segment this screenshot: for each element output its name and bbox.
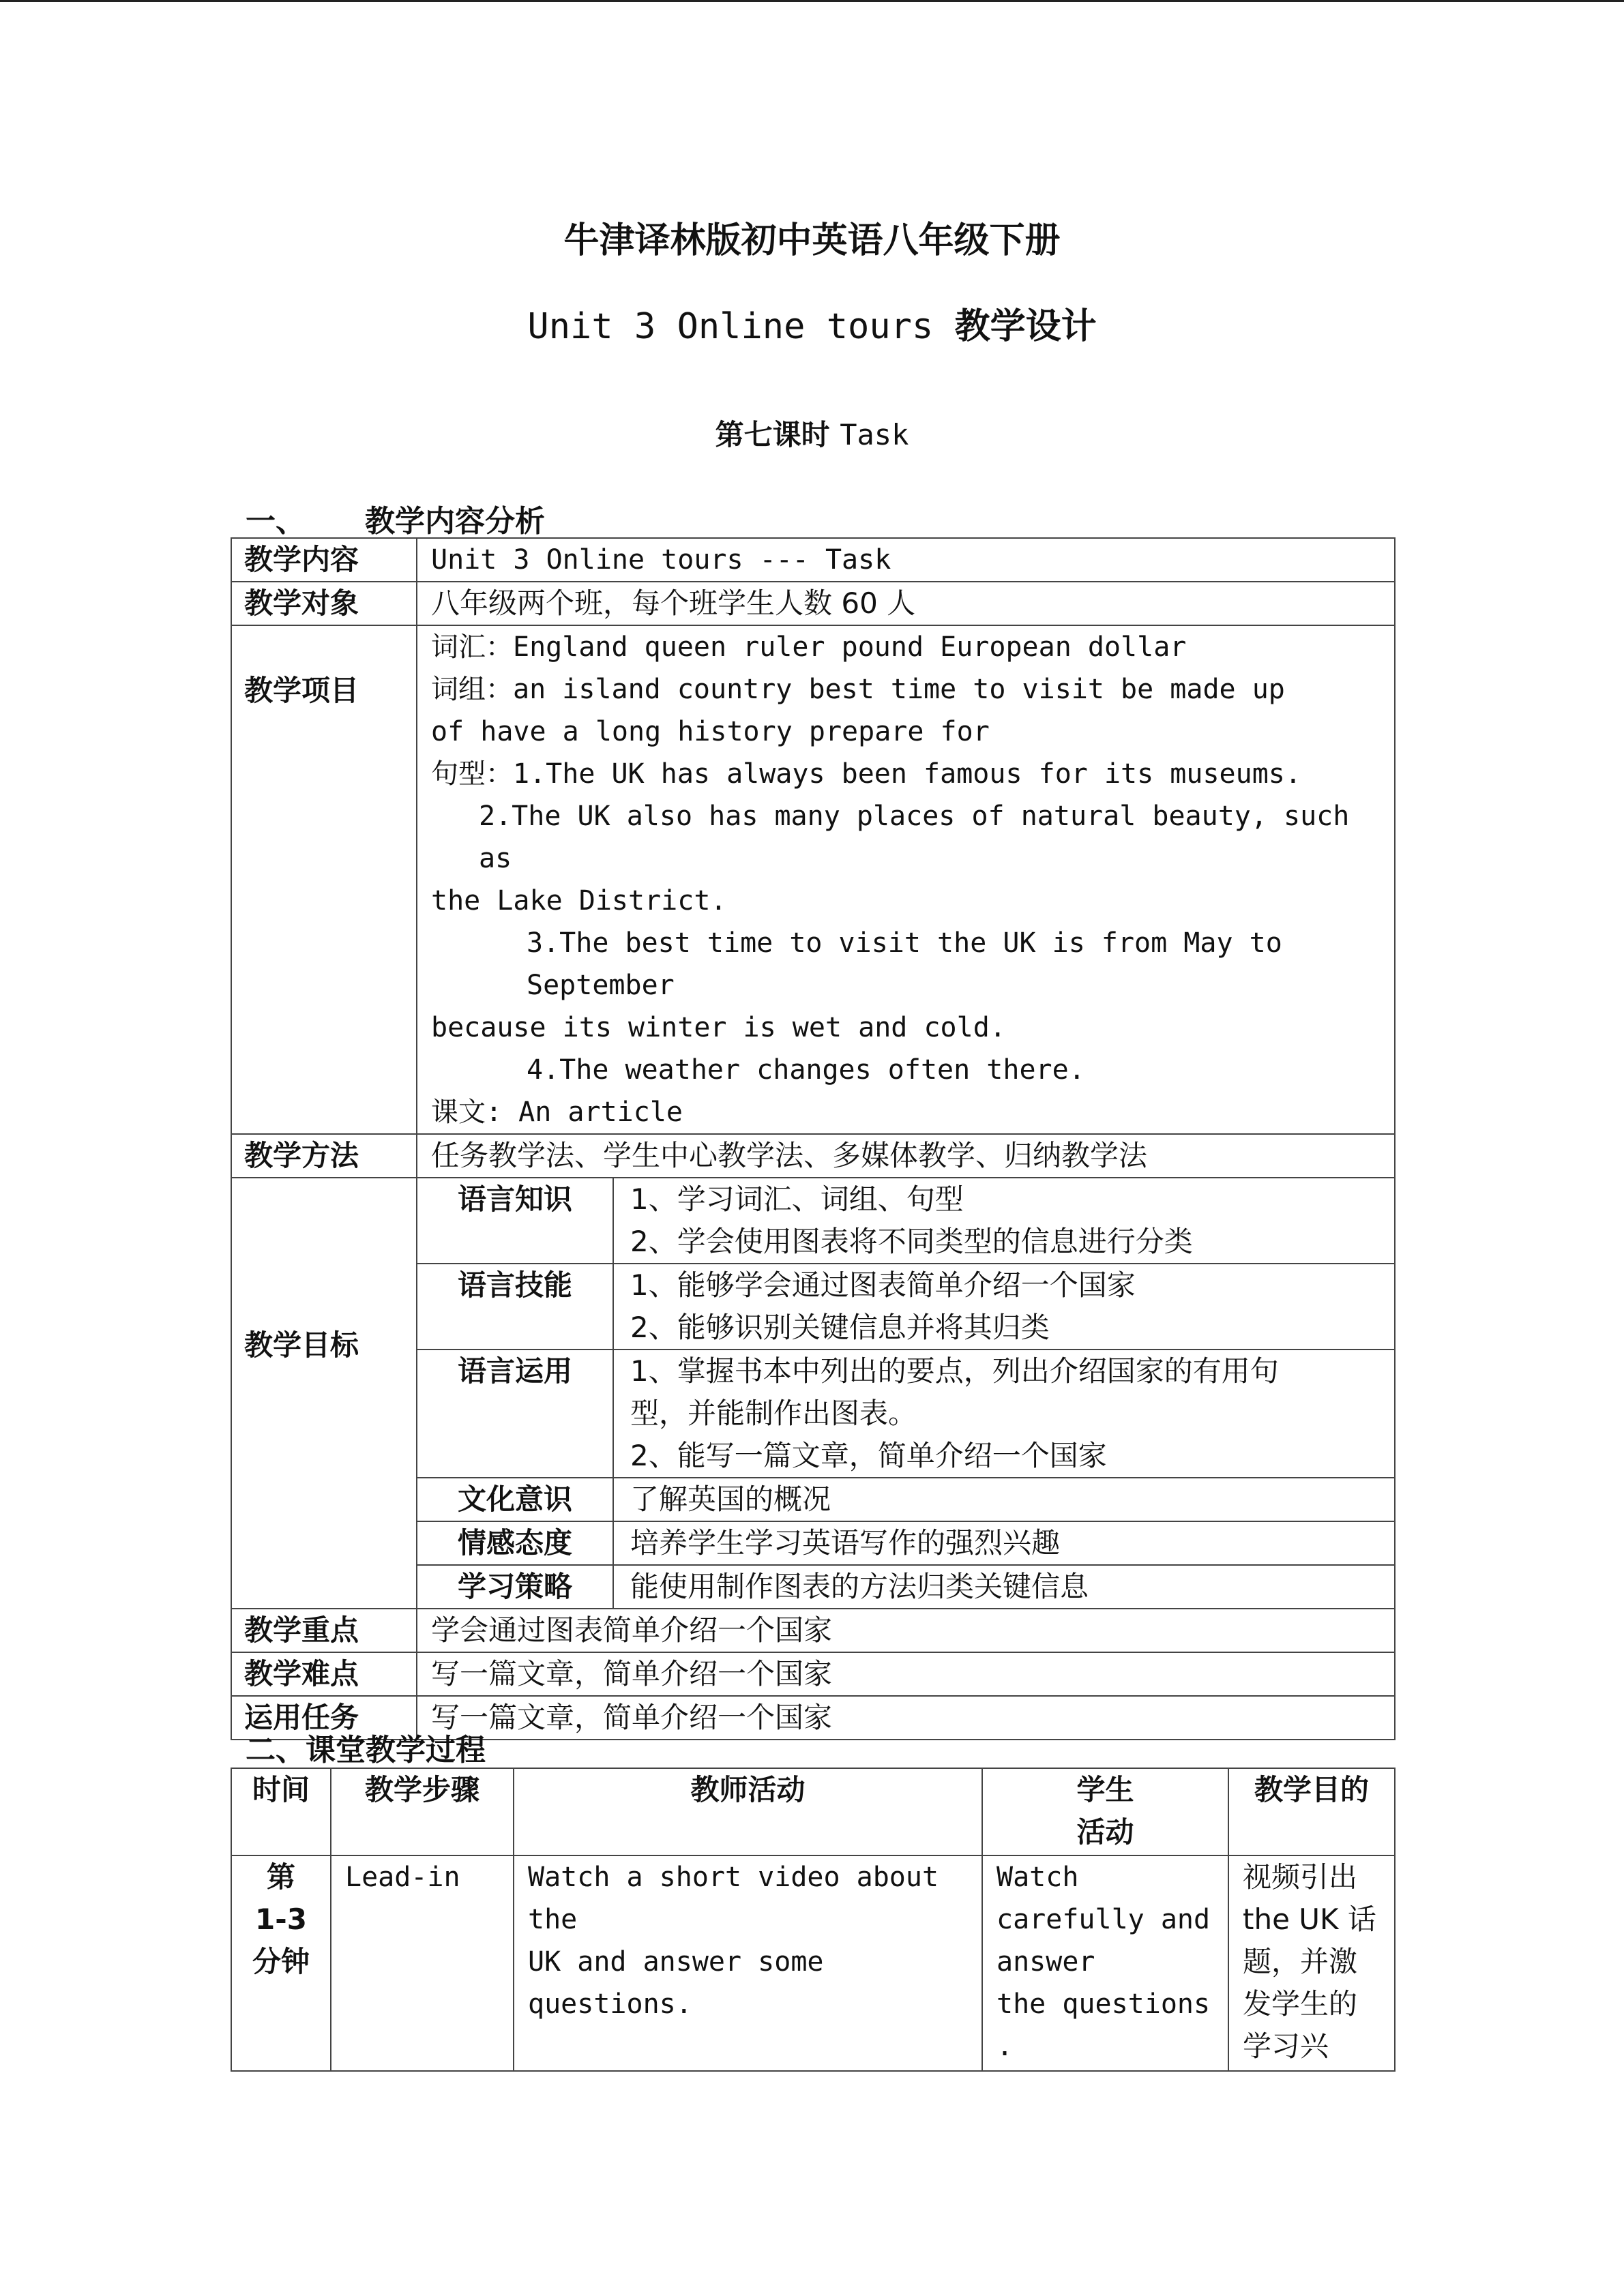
analysis-table <box>231 537 1396 1740</box>
difficulty-value: 写一篇文章，简单介绍一个国家 <box>417 1652 1395 1696</box>
purpose-line: 学习兴 <box>1243 2029 1329 2063</box>
section-1-title: 教学内容分析 <box>365 504 545 539</box>
row-time <box>231 1855 331 2071</box>
lesson-heading-en: Task <box>840 418 909 451</box>
items-label: 教学项目 <box>231 625 417 1134</box>
items-line: 词汇：England queen ruler pound European dollar <box>431 631 1187 663</box>
goal-line: 2、能够识别关键信息并将其归类 <box>630 1311 1050 1344</box>
time-line: 1-3 <box>255 1903 307 1936</box>
lesson-heading <box>0 413 1624 453</box>
table-row <box>231 1178 1395 1264</box>
table-row <box>231 582 1395 625</box>
section-1-number: 一、 <box>246 504 306 539</box>
table-header-row <box>231 1768 1395 1855</box>
key-point-label: 教学重点 <box>231 1609 417 1652</box>
goal-value: 能使用制作图表的方法归类关键信息 <box>613 1565 1395 1609</box>
purpose-line: the UK 话 <box>1243 1903 1376 1936</box>
header-step: 教学步骤 <box>331 1768 514 1855</box>
goal-label: 文化意识 <box>417 1478 613 1521</box>
goal-line: 1、能够学会通过图表简单介绍一个国家 <box>630 1268 1136 1302</box>
document-subtitle <box>0 297 1624 348</box>
subtitle-english: Unit 3 Online tours <box>527 306 955 347</box>
goals-label: 教学目标 <box>231 1178 417 1609</box>
task-value: 写一篇文章，简单介绍一个国家 <box>417 1696 1395 1740</box>
table-row <box>231 1134 1395 1178</box>
target-value: 八年级两个班，每个班学生人数 60 人 <box>417 582 1395 625</box>
method-label: 教学方法 <box>231 1134 417 1178</box>
items-line: 3.The best time to visit the UK is from May to September <box>527 927 1282 1001</box>
header-student-line: 活动 <box>1076 1815 1134 1849</box>
process-table <box>231 1768 1396 2072</box>
header-student-line: 学生 <box>1076 1773 1134 1806</box>
purpose-line: 发学生的 <box>1243 1987 1358 2021</box>
difficulty-label: 教学难点 <box>231 1652 417 1696</box>
student-line: carefully and <box>996 1904 1211 1935</box>
section-1-heading <box>246 496 545 540</box>
teacher-line: questions. <box>528 1988 692 2020</box>
goal-line: 1、学习词汇、词组、句型 <box>630 1182 964 1216</box>
header-time: 时间 <box>231 1768 331 1855</box>
items-value <box>417 625 1395 1134</box>
goal-label: 语言技能 <box>417 1264 613 1350</box>
time-line: 第 <box>266 1860 295 1894</box>
header-student <box>982 1768 1228 1855</box>
goal-label: 语言运用 <box>417 1350 613 1478</box>
row-step: Lead-in <box>331 1855 514 2071</box>
goal-value <box>613 1178 1395 1264</box>
section-2-heading: 二、课堂教学过程 <box>246 1733 486 1768</box>
table-row <box>231 1652 1395 1696</box>
method-value: 任务教学法、学生中心教学法、多媒体教学、归纳教学法 <box>417 1134 1395 1178</box>
lesson-heading-cn: 第七课时 <box>715 418 840 451</box>
subtitle-chinese: 教学设计 <box>954 306 1097 347</box>
table-row <box>231 1855 1395 2071</box>
purpose-line: 题，并激 <box>1243 1945 1358 1978</box>
time-line: 分钟 <box>252 1945 310 1978</box>
student-line: . <box>996 2031 1014 2062</box>
items-line: 句型：1.The UK has always been famous for its museums. <box>431 758 1301 790</box>
task-label: 运用任务 <box>231 1696 417 1740</box>
teacher-line: Watch a short video about the <box>528 1862 939 1935</box>
items-line: 词组：an island country best time to visit be made up <box>431 674 1285 705</box>
student-line: Watch <box>996 1862 1079 1893</box>
row-student <box>982 1855 1228 2071</box>
content-label: 教学内容 <box>231 538 417 582</box>
items-line: 课文: An article <box>431 1097 683 1128</box>
table-row <box>231 1609 1395 1652</box>
goal-line: 1、掌握书本中列出的要点，列出介绍国家的有用句 <box>630 1354 1279 1388</box>
goal-value: 培养学生学习英语写作的强烈兴趣 <box>613 1521 1395 1565</box>
items-line: 4.The weather changes often there. <box>527 1054 1085 1086</box>
table-row <box>231 625 1395 1134</box>
student-line: answer <box>996 1946 1095 1978</box>
goal-line: 2、学会使用图表将不同类型的信息进行分类 <box>630 1225 1193 1258</box>
goal-value <box>613 1350 1395 1478</box>
document-title: 牛津译林版初中英语八年级下册 <box>563 220 1061 261</box>
header-teacher: 教师活动 <box>514 1768 982 1855</box>
goal-line: 型，并能制作出图表。 <box>630 1397 917 1430</box>
header-purpose: 教学目的 <box>1228 1768 1395 1855</box>
items-line: of have a long history prepare for <box>431 716 990 747</box>
row-purpose <box>1228 1855 1395 2071</box>
goal-label: 情感态度 <box>417 1521 613 1565</box>
goal-value: 了解英国的概况 <box>613 1478 1395 1521</box>
goal-label: 学习策略 <box>417 1565 613 1609</box>
items-line: because its winter is wet and cold. <box>431 1012 1006 1043</box>
student-line: the questions <box>996 1988 1211 2020</box>
content-value: Unit 3 Online tours --- Task <box>417 538 1395 582</box>
top-border-line <box>0 0 1624 2</box>
goal-label: 语言知识 <box>417 1178 613 1264</box>
row-teacher <box>514 1855 982 2071</box>
teacher-line: UK and answer some <box>528 1946 824 1978</box>
table-row <box>231 538 1395 582</box>
purpose-line: 视频引出 <box>1243 1860 1358 1894</box>
key-point-value: 学会通过图表简单介绍一个国家 <box>417 1609 1395 1652</box>
goal-value <box>613 1264 1395 1350</box>
items-line: 2.The UK also has many places of natural beauty, such as <box>479 801 1350 874</box>
goal-line: 2、能写一篇文章，简单介绍一个国家 <box>630 1439 1107 1472</box>
target-label: 教学对象 <box>231 582 417 625</box>
items-line: the Lake District. <box>431 885 727 916</box>
